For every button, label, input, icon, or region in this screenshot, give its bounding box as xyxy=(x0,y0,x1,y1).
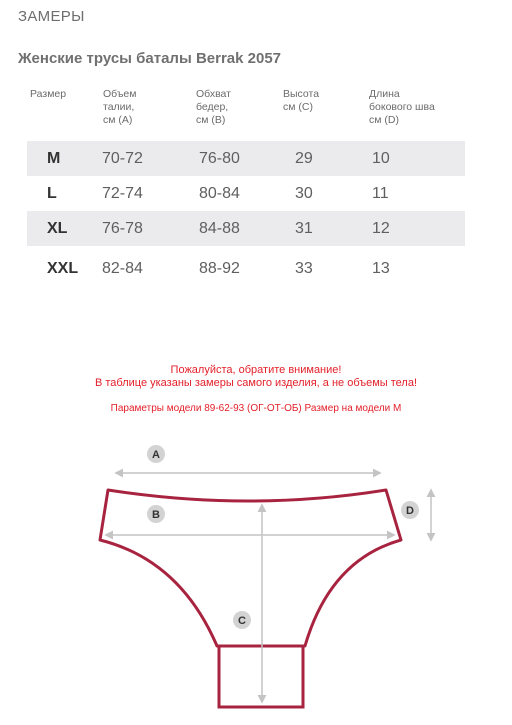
product-title: Женские трусы баталы Berrak 2057 xyxy=(18,50,282,67)
height-cell: 33 xyxy=(295,260,313,277)
notice-model-params: Параметры модели 89-62-93 (ОГ-ОТ-ОБ) Размер на модели М xyxy=(110,403,402,414)
header-hips-line-3: см (B) xyxy=(196,114,226,126)
height-cell: 29 xyxy=(295,150,313,167)
size-cell: XL xyxy=(47,220,68,237)
gusset-bottom xyxy=(219,646,303,707)
header-height-line-2: см (C) xyxy=(283,101,313,113)
size-cell: L xyxy=(47,185,57,202)
notice-measurements: В таблице указаны замеры самого изделия, а не объемы тела! xyxy=(94,377,418,389)
label-a: A xyxy=(152,449,160,461)
hips-cell: 80-84 xyxy=(199,185,240,202)
header-side-line-1: Длина xyxy=(369,88,400,100)
header-side-line-2: бокового шва xyxy=(369,101,435,113)
size-cell: M xyxy=(47,150,61,167)
label-c: C xyxy=(238,615,246,627)
size-cell: XXL xyxy=(47,260,79,277)
height-cell: 31 xyxy=(295,220,313,237)
header-waist-line-1: Объем xyxy=(103,88,137,100)
label-d: D xyxy=(406,505,414,517)
hips-cell: 76-80 xyxy=(199,150,240,167)
header-waist-line-2: талии, xyxy=(103,101,135,113)
side-cell: 13 xyxy=(372,260,390,277)
label-b: B xyxy=(152,509,160,521)
hips-cell: 84-88 xyxy=(199,220,240,237)
side-cell: 12 xyxy=(372,220,390,237)
header-side-line-3: см (D) xyxy=(369,114,399,126)
waist-cell: 76-78 xyxy=(102,220,143,237)
header-hips-line-2: бедер, xyxy=(196,101,229,113)
label-d-badge xyxy=(401,501,419,519)
header-height-line-1: Высота xyxy=(283,88,320,100)
waist-cell: 70-72 xyxy=(102,150,143,167)
header-size-line: Размер xyxy=(30,88,67,100)
header-hips-line-1: Обхват xyxy=(196,88,231,100)
waist-cell: 72-74 xyxy=(102,185,143,202)
side-cell: 10 xyxy=(372,150,390,167)
notice-attention: Пожалуйста, обратите внимание! xyxy=(170,364,342,376)
label-a-badge xyxy=(147,445,165,463)
waist-cell: 82-84 xyxy=(102,260,143,277)
label-c-badge xyxy=(233,611,251,629)
section-title: ЗАМЕРЫ xyxy=(18,8,85,25)
label-b-badge xyxy=(147,505,165,523)
side-cell: 11 xyxy=(372,185,389,202)
hips-cell: 88-92 xyxy=(199,260,240,277)
header-waist-line-3: см (A) xyxy=(103,114,133,126)
height-cell: 30 xyxy=(295,185,313,202)
